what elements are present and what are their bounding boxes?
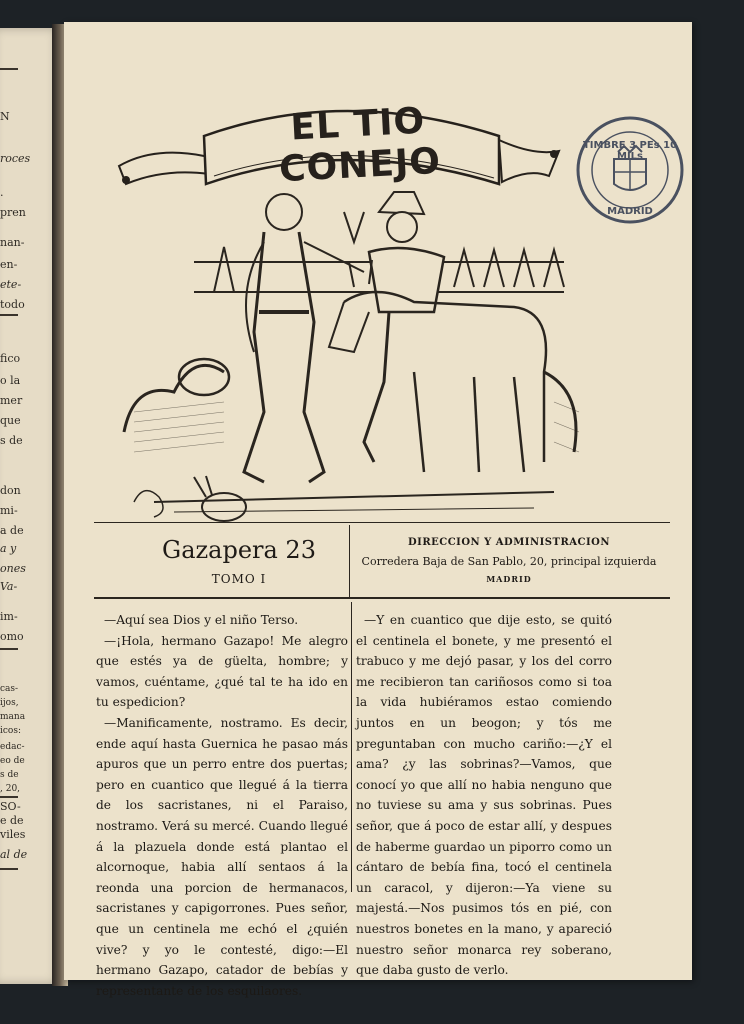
left-page-fragment: viles xyxy=(0,828,26,841)
article-column-left xyxy=(96,610,348,1001)
left-page-rule xyxy=(0,796,18,798)
left-page-fragment: roces xyxy=(0,152,31,165)
volume-label: TOMO I xyxy=(211,572,267,586)
masthead-title: EL TIO CONEJO xyxy=(278,100,442,191)
left-page-fragment: todo xyxy=(0,298,25,311)
issue-number: Gazapera 23 xyxy=(162,536,316,564)
left-page-fragment: ones xyxy=(0,562,26,575)
header-bottom-rule xyxy=(94,597,670,599)
left-page-fragment: ete- xyxy=(0,278,22,291)
article-paragraph: —Y en cuantico que dije esto, se quitó el centinela el bonete, y me presentó el trabuco y me dejó pasar, y los del corro me recibieron tan cariñosos como si toa la vida hubiéramos estao comiendo juntos en un beogon; y tós me preguntaban con mucho cariño:—¿Y el ama? ¿y las sobrinas?—Vamos, que conocí yo que allí no habia nenguno que no tuviese su ama y sus sobrinas. Pues señor, que á poco de estar allí, y despues de haberme guardao un piporro como un cántaro de bebía fina, tocó el centinela un caracol, y dijeron:—Ya viene su majestá.—Nos pusimos tós en pié, con nuestros bonetes en la mano, y apareció nuestro señor monarca rey soberano, que daba gusto de verlo. xyxy=(356,613,612,978)
left-page-fragment: N xyxy=(0,110,10,123)
left-page-fragment: don xyxy=(0,484,21,497)
article-column-right xyxy=(356,610,612,981)
left-page-fragment: al de xyxy=(0,848,28,861)
left-page-fragment: SO- xyxy=(0,800,21,813)
left-page-fragment: fico xyxy=(0,352,21,365)
stamp-denomination: TIMBRE 3 PEs 10 MILs xyxy=(582,140,678,162)
admin-address: Corredera Baja de San Pablo, 20, principal izquierda xyxy=(361,555,657,568)
left-page-fragment: que xyxy=(0,414,21,427)
left-page-fragment: . xyxy=(0,186,4,199)
header-divider xyxy=(349,525,350,597)
column-divider xyxy=(351,602,352,892)
left-page-fragment: a y xyxy=(0,542,17,555)
admin-city: MADRID xyxy=(486,574,532,584)
header-top-rule xyxy=(94,522,670,523)
newspaper-page xyxy=(64,22,692,998)
left-page-fragment: mana xyxy=(0,712,26,722)
left-page-fragment: omo xyxy=(0,630,24,643)
left-page-rule xyxy=(0,314,18,316)
admin-heading: DIRECCION Y ADMINISTRACION xyxy=(407,537,611,548)
left-page-fragment: cas- xyxy=(0,684,19,694)
left-page-fragment: Va- xyxy=(0,580,18,593)
left-page-fragment: e de xyxy=(0,814,24,827)
left-page-fragment: s de xyxy=(0,434,23,447)
left-page-fragment: , 20, xyxy=(0,784,21,794)
left-page-fragment: a de xyxy=(0,524,24,537)
stamp-city: MADRID xyxy=(607,206,653,217)
left-page-fragment: mi- xyxy=(0,504,18,517)
left-page-fragment: eo de xyxy=(0,756,25,766)
left-page-fragment: en- xyxy=(0,258,18,271)
left-page-rule xyxy=(0,68,18,70)
left-page-rule xyxy=(0,648,18,650)
left-page-fragment: pren xyxy=(0,206,26,219)
left-page-fragment: ijos, xyxy=(0,698,19,708)
left-page-fragment: mer xyxy=(0,394,23,407)
left-page-fragment: icos: xyxy=(0,726,21,736)
article-paragraph: —Aquí sea Dios y el niño Terso. xyxy=(104,613,299,627)
left-page-fragment: nan- xyxy=(0,236,25,249)
left-page-fragment: edac- xyxy=(0,742,25,752)
left-page-fragment: im- xyxy=(0,610,18,623)
left-page-fragment: s de xyxy=(0,770,19,780)
left-page-fragment: o la xyxy=(0,374,21,387)
article-paragraph: —Manificamente, nostramo. Es decir, ende aquí hasta Guernica he pasao más apuros que un perro entre dos puertas; pero en cuantico que llegué á la tierra de los sacristanes, ni el Paraiso, nostramo. Verá su mercé. Cuando llegué á la plazuela donde está plantao el alcornoque, habia allí sentaos á la reonda una porcion de hermanacos, sacristanes y capigorrones. Pues señor, que un centinela me echó el ¿quién vive? y yo le contesté, digo:—El hermano Gazapo, catador de bebías y representante de los esquilaores. xyxy=(96,715,348,998)
article-paragraph: —¡Hola, hermano Gazapo! Me alegro que estés ya de güelta, hombre; y vamos, cuéntame, ¿qué tal te ha ido en tu espedicion? xyxy=(96,633,348,710)
engraving-illustration xyxy=(114,172,584,532)
left-page-rule xyxy=(0,868,18,870)
